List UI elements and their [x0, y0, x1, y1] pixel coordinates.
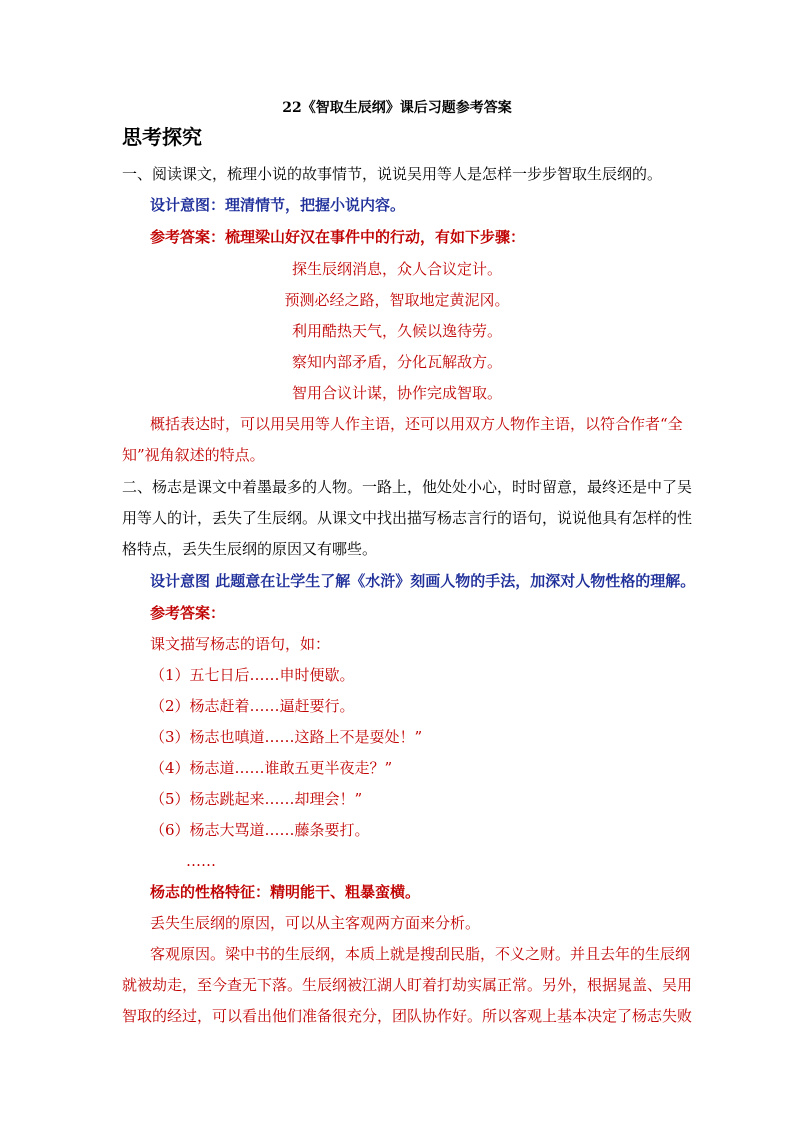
document-title: 22《智取生辰纲》课后习题参考答案 [282, 100, 512, 116]
q1-step: 探生辰纲消息，众人合议定计。 [291, 260, 502, 278]
section-heading: 思考探究 [122, 125, 202, 149]
q1-summary-line-1: 概括表达时，可以用吴用等人作主语，还可以用双方人物作主语，以符合作者“全 [150, 415, 683, 433]
q2-objective-line-3: 智取的经过，可以看出他们准备很充分，团队协作好。所以客观上基本决定了杨志失败 [122, 1007, 693, 1025]
q2-reasons-intro: 丢失生辰纲的原因，可以从主客观两方面来分析。 [150, 914, 481, 932]
q2-quote: （1）五七日后……申时便歇。 [150, 666, 355, 684]
question-2-line-2: 用等人的计，丢失了生辰纲。从课文中找出描写杨志言行的语句，说说他具有怎样的性 [122, 509, 693, 527]
q2-quote: （3）杨志也嗔道……这路上不是耍处！” [150, 728, 423, 746]
q1-step: 察知内部矛盾，分化瓦解敌方。 [291, 353, 502, 371]
q2-objective-line-1: 客观原因。梁中书的生辰纲，本质上就是搜刮民脂，不义之财。并且去年的生辰纲 [150, 945, 691, 963]
q2-answer-label: 参考答案： [150, 604, 226, 622]
q2-quote: （6）杨志大骂道……藤条要打。 [150, 821, 370, 839]
q2-objective-line-2: 就被劫走，至今查无下落。生辰纲被江湖人盯着打劫实属正常。另外，根据晁盖、吴用 [122, 976, 693, 994]
q2-quotes-intro: 课文描写杨志的语句，如： [150, 635, 331, 653]
q1-step: 预测必经之路，智取地定黄泥冈。 [284, 291, 510, 309]
q2-quote: （2）杨志赶着……逼赶要行。 [150, 697, 355, 715]
q2-traits: 杨志的性格特征：精明能干、粗暴蛮横。 [150, 883, 421, 901]
q2-design-intent: 设计意图 此题意在让学生了解《水浒》刻画人物的手法，加深对人物性格的理解。 [150, 572, 696, 590]
question-2-line-3: 格特点，丢失生辰纲的原因又有哪些。 [122, 540, 378, 558]
q1-summary-line-2: 知”视角叙述的特点。 [122, 446, 265, 464]
q2-quote: （4）杨志道……谁敢五更半夜走？” [150, 759, 393, 777]
question-2-line-1: 二、杨志是课文中着墨最多的人物。一路上，他处处小心，时时留意，最终还是中了吴 [122, 478, 693, 496]
q2-ellipsis: …… [186, 852, 216, 870]
q1-answer-intro: 参考答案：梳理梁山好汉在事件中的行动，有如下步骤： [150, 228, 526, 246]
q1-step: 智用合议计谋，协作完成智取。 [291, 384, 502, 402]
q1-step: 利用酷热天气，久候以逸待劳。 [291, 322, 502, 340]
q1-design-intent: 设计意图：理清情节，把握小说内容。 [150, 196, 406, 214]
question-1: 一、阅读课文，梳理小说的故事情节，说说吴用等人是怎样一步步智取生辰纲的。 [122, 165, 663, 183]
q2-quote: （5）杨志跳起来……却理会！” [150, 790, 363, 808]
